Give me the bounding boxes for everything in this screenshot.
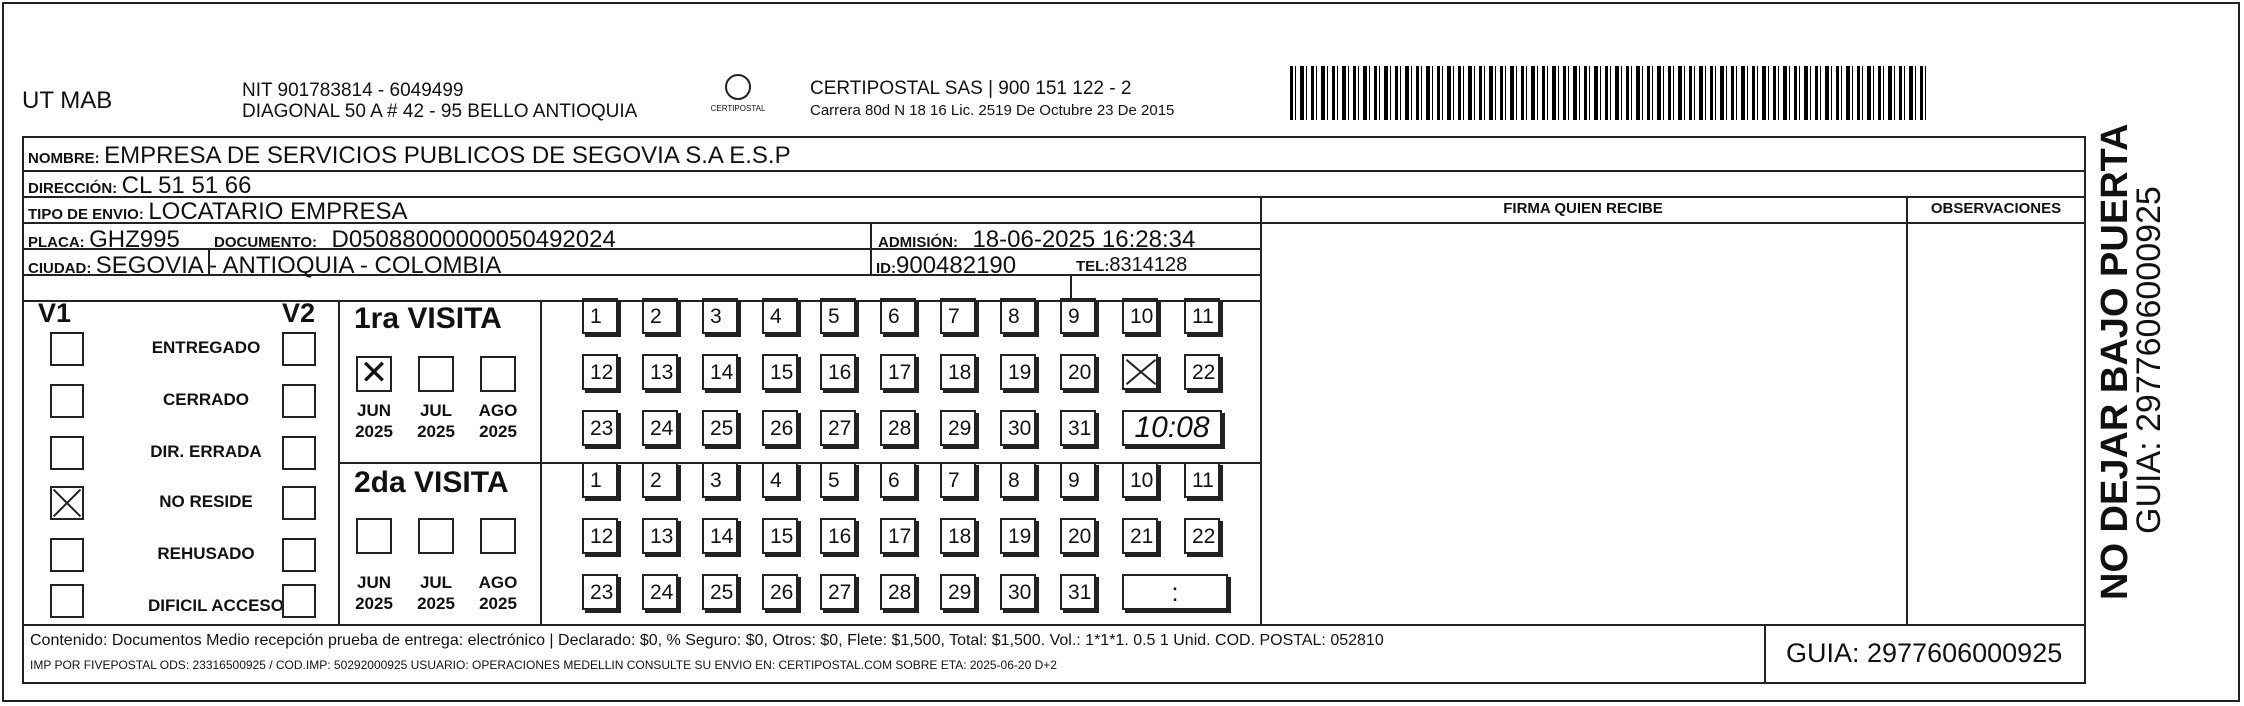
ciudad-value: SEGOVIA - ANTIOQUIA - COLOMBIA bbox=[95, 252, 502, 279]
company-address: Carrera 80d N 18 16 Lic. 2519 De Octubre 23 De 2015 bbox=[810, 102, 1175, 119]
second-visit-day-18[interactable]: 18 bbox=[940, 518, 976, 554]
first-visit-day-13[interactable]: 13 bbox=[642, 354, 678, 390]
status-rehusado: REHUSADO bbox=[157, 544, 255, 563]
tipo-envio-value: LOCATARIO EMPRESA bbox=[148, 198, 408, 225]
second-visit-day-5[interactable]: 5 bbox=[820, 462, 856, 498]
second-visit-day-4[interactable]: 4 bbox=[762, 462, 798, 498]
company-name: CERTIPOSTAL SAS | 900 151 122 - 2 bbox=[810, 78, 1132, 99]
first-visit-day-5[interactable]: 5 bbox=[820, 298, 856, 334]
second-visit-jun-checkbox[interactable] bbox=[356, 518, 392, 554]
placa-label: PLACA: bbox=[28, 234, 85, 251]
second-visit-day-7[interactable]: 7 bbox=[940, 462, 976, 498]
second-visit-day-1[interactable]: 1 bbox=[582, 462, 618, 498]
admision-value: 18-06-2025 16:28:34 bbox=[972, 226, 1196, 253]
first-visit-day-6[interactable]: 6 bbox=[880, 298, 916, 334]
first-visit-day-22[interactable]: 22 bbox=[1184, 354, 1220, 390]
second-visit-day-20[interactable]: 20 bbox=[1060, 518, 1096, 554]
second-visit-day-6[interactable]: 6 bbox=[880, 462, 916, 498]
second-visit-day-8[interactable]: 8 bbox=[1000, 462, 1036, 498]
second-visit-day-15[interactable]: 15 bbox=[762, 518, 798, 554]
status-no-reside: NO RESIDE bbox=[159, 492, 253, 511]
footer-guia: GUIA: 2977606000925 bbox=[1786, 638, 2063, 668]
second-visit-day-3[interactable]: 3 bbox=[702, 462, 738, 498]
first-visit-day-9[interactable]: 9 bbox=[1060, 298, 1096, 334]
id-value: 900482190 bbox=[896, 252, 1017, 279]
first-visit-day-17[interactable]: 17 bbox=[880, 354, 916, 390]
delivery-form bbox=[22, 136, 2086, 684]
barcode bbox=[1290, 66, 1926, 120]
first-visit-day-24[interactable]: 24 bbox=[642, 410, 678, 446]
second-visit-day-19[interactable]: 19 bbox=[1000, 518, 1036, 554]
first-visit-jun-checkbox[interactable]: ✕ bbox=[356, 356, 392, 392]
first-visit-day-28[interactable]: 28 bbox=[880, 410, 916, 446]
second-visit-month-ago: AGO 2025 bbox=[478, 573, 518, 613]
placa-value: GHZ995 bbox=[89, 226, 180, 253]
status-dificil-acceso: DIFICIL ACCESO bbox=[147, 596, 284, 615]
second-visit-day-25[interactable]: 25 bbox=[702, 574, 738, 610]
second-visit-day-24[interactable]: 24 bbox=[642, 574, 678, 610]
second-visit-ago-checkbox[interactable] bbox=[480, 518, 516, 554]
second-visit-day-16[interactable]: 16 bbox=[820, 518, 856, 554]
first-visit-day-3[interactable]: 3 bbox=[702, 298, 738, 334]
first-visit-day-7[interactable]: 7 bbox=[940, 298, 976, 334]
first-visit-day-10[interactable]: 10 bbox=[1122, 298, 1158, 334]
v2-header: V2 bbox=[282, 298, 316, 328]
second-visit-day-12[interactable]: 12 bbox=[582, 518, 618, 554]
documento-label: DOCUMENTO: bbox=[214, 234, 318, 251]
first-visit-day-16[interactable]: 16 bbox=[820, 354, 856, 390]
second-visit-day-11[interactable]: 11 bbox=[1184, 462, 1220, 498]
first-visit-day-8[interactable]: 8 bbox=[1000, 298, 1036, 334]
nombre-label: NOMBRE: bbox=[28, 150, 100, 167]
sender-name: UT MAB bbox=[22, 87, 113, 114]
v2-entregado-checkbox[interactable] bbox=[282, 332, 316, 366]
v2-dificil-acceso-checkbox[interactable] bbox=[282, 584, 316, 618]
second-visit-day-30[interactable]: 30 bbox=[1000, 574, 1036, 610]
tel-label: TEL: bbox=[1076, 258, 1110, 275]
first-visit-day-21[interactable] bbox=[1122, 354, 1158, 390]
first-visit-day-30[interactable]: 30 bbox=[1000, 410, 1036, 446]
sender-nit: NIT 901783814 - 6049499 bbox=[242, 80, 464, 101]
first-visit-day-14[interactable]: 14 bbox=[702, 354, 738, 390]
first-visit-day-19[interactable]: 19 bbox=[1000, 354, 1036, 390]
ciudad-label: CIUDAD: bbox=[28, 260, 92, 277]
first-visit-day-25[interactable]: 25 bbox=[702, 410, 738, 446]
second-visit-day-23[interactable]: 23 bbox=[582, 574, 618, 610]
second-visit-month-jun: JUN 2025 bbox=[355, 573, 393, 613]
v2-no-reside-checkbox[interactable] bbox=[282, 486, 316, 520]
firma-label: FIRMA QUIEN RECIBE bbox=[1503, 200, 1663, 217]
second-visit-day-2[interactable]: 2 bbox=[642, 462, 678, 498]
second-visit-day-13[interactable]: 13 bbox=[642, 518, 678, 554]
first-visit-day-23[interactable]: 23 bbox=[582, 410, 618, 446]
v1-header: V1 bbox=[38, 298, 72, 328]
status-entregado: ENTREGADO bbox=[151, 338, 261, 357]
second-visit-day-31[interactable]: 31 bbox=[1060, 574, 1096, 610]
v2-dir-errada-checkbox[interactable] bbox=[282, 436, 316, 470]
side-guia: GUIA: 2977606000925 bbox=[2130, 186, 2168, 534]
first-visit-day-1[interactable]: 1 bbox=[582, 298, 618, 334]
tel-value: 8314128 bbox=[1109, 254, 1188, 276]
footer-contents: Contenido: Documentos Medio recepción prueba de entrega: electrónico | Declarado: $0, % Seguro: $0, Otros: $0, Flete: $1,500, Total: $1,500. Vol.: 1*1*1. 0.5 1 Unid. COD. POSTAL: 052810 bbox=[30, 632, 1384, 649]
certipostal-logo: CERTIPOSTAL bbox=[705, 74, 771, 126]
first-visit-day-20[interactable]: 20 bbox=[1060, 354, 1096, 390]
second-visit-day-17[interactable]: 17 bbox=[880, 518, 916, 554]
observaciones-label: OBSERVACIONES bbox=[1930, 200, 2062, 217]
first-visit-month-jun: JUN 2025 bbox=[355, 401, 393, 441]
second-visit-hour-field[interactable]: : bbox=[1122, 574, 1228, 610]
tipo-envio-label: TIPO DE ENVIO: bbox=[28, 206, 144, 223]
second-visit-day-26[interactable]: 26 bbox=[762, 574, 798, 610]
first-visit-day-29[interactable]: 29 bbox=[940, 410, 976, 446]
first-visit-ago-checkbox[interactable] bbox=[480, 356, 516, 392]
sender-address: DIAGONAL 50 A # 42 - 95 BELLO ANTIOQUIA bbox=[242, 101, 638, 122]
first-visit-title: 1ra VISITA bbox=[354, 302, 502, 335]
first-visit-day-15[interactable]: 15 bbox=[762, 354, 798, 390]
admision-label: ADMISIÓN: bbox=[878, 234, 958, 251]
second-visit-day-21[interactable]: 21 bbox=[1122, 518, 1158, 554]
second-visit-day-9[interactable]: 9 bbox=[1060, 462, 1096, 498]
second-visit-month-jul: JUL 2025 bbox=[417, 573, 455, 613]
footer-print-info: IMP POR FIVEPOSTAL ODS: 23316500925 / COD.IMP: 50292000925 USUARIO: OPERACIONES MEDELLIN CONSULTE SU ENVIO EN: CERTIPOSTAL.COM SOBRE ETA: 2025-06-20 D+2 bbox=[30, 658, 1057, 672]
v1-dir-errada-checkbox[interactable] bbox=[50, 436, 84, 470]
first-visit-day-2[interactable]: 2 bbox=[642, 298, 678, 334]
direccion-value: CL 51 51 66 bbox=[121, 172, 252, 199]
v2-rehusado-checkbox[interactable] bbox=[282, 538, 316, 572]
second-visit-day-27[interactable]: 27 bbox=[820, 574, 856, 610]
first-visit-day-4[interactable]: 4 bbox=[762, 298, 798, 334]
side-warning: NO DEJAR BAJO PUERTA bbox=[2094, 123, 2136, 600]
first-visit-hour-field[interactable]: 10:08 bbox=[1122, 410, 1222, 446]
status-cerrado: CERRADO bbox=[163, 390, 249, 409]
second-visit-day-28[interactable]: 28 bbox=[880, 574, 916, 610]
second-visit-day-14[interactable]: 14 bbox=[702, 518, 738, 554]
first-visit-jul-checkbox[interactable] bbox=[418, 356, 454, 392]
first-visit-day-11[interactable]: 11 bbox=[1184, 298, 1220, 334]
v1-entregado-checkbox[interactable] bbox=[50, 332, 84, 366]
first-visit-month-jul: JUL 2025 bbox=[417, 401, 455, 441]
second-visit-title: 2da VISITA bbox=[354, 466, 509, 499]
first-visit-day-18[interactable]: 18 bbox=[940, 354, 976, 390]
v1-no-reside-checkbox[interactable] bbox=[50, 486, 84, 520]
first-visit-day-31[interactable]: 31 bbox=[1060, 410, 1096, 446]
id-label: ID: bbox=[876, 260, 896, 277]
second-visit-day-10[interactable]: 10 bbox=[1122, 462, 1158, 498]
first-visit-day-27[interactable]: 27 bbox=[820, 410, 856, 446]
direccion-label: DIRECCIÓN: bbox=[28, 180, 118, 197]
v1-dificil-acceso-checkbox[interactable] bbox=[50, 584, 84, 618]
first-visit-day-12[interactable]: 12 bbox=[582, 354, 618, 390]
second-visit-day-29[interactable]: 29 bbox=[940, 574, 976, 610]
v1-cerrado-checkbox[interactable] bbox=[50, 384, 84, 418]
nombre-value: EMPRESA DE SERVICIOS PUBLICOS DE SEGOVIA S.A E.S.P bbox=[104, 142, 791, 169]
first-visit-month-ago: AGO 2025 bbox=[478, 401, 518, 441]
first-visit-day-26[interactable]: 26 bbox=[762, 410, 798, 446]
status-dir-errada: DIR. ERRADA bbox=[150, 442, 262, 461]
v1-rehusado-checkbox[interactable] bbox=[50, 538, 84, 572]
second-visit-jul-checkbox[interactable] bbox=[418, 518, 454, 554]
documento-value: D05088000000050492024 bbox=[331, 226, 616, 253]
v2-cerrado-checkbox[interactable] bbox=[282, 384, 316, 418]
second-visit-day-22[interactable]: 22 bbox=[1184, 518, 1220, 554]
